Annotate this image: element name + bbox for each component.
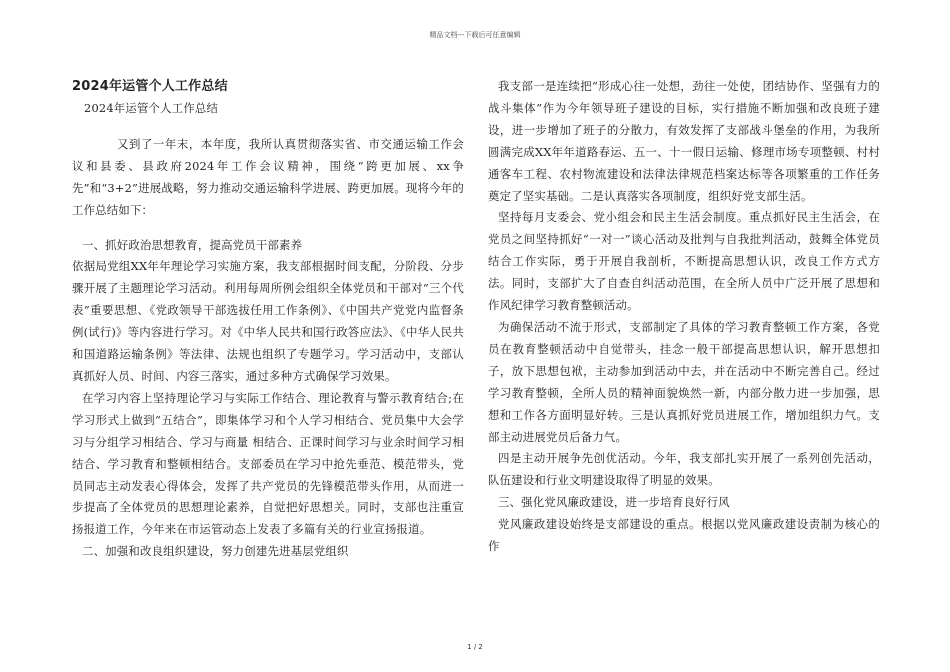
document-subtitle: 2024年运管个人工作总结 bbox=[84, 101, 219, 115]
section-2-paragraph-1: 我支部一是连续把“形成心往一处想，劲往一处使，团结协作、坚强有力的战斗集体”作为今年领导班子建设的目标，实行措施不断加强和改良班子建设，进一步增加了班子的分散力，有效发挥了支部战斗堡垒的作用，为我所圆满完成XX年年道路春运、五一、十一假日运输、修理市场专项整顿、村村通客车工程、农村物流建设和法律法律规范档案达标等各项繁重的工作任务奠定了坚实基础。二是认真落实各项制度，组织好党支部生活。 bbox=[488, 79, 880, 203]
right-column bbox=[488, 76, 880, 558]
header-note: 精品文档---下载后可任意编辑 bbox=[429, 31, 521, 39]
intro-paragraph: 又到了一年末，本年度，我所认真贯彻落实省、市交通运输工作会议和县委、县政府2024年工作会议精神，围绕“跨更加展、xx争先”和“3+2”进展战略，努力推动交通运输科学进展、跨更加展。现将今年的工作总结如下： bbox=[72, 136, 464, 217]
left-column bbox=[72, 76, 464, 563]
section-1-heading: 一、抓好政治思想教育，提高党员干部素养 bbox=[82, 237, 303, 252]
section-3-heading: 三、强化党风廉政建设，进一步培育良好行风 bbox=[498, 495, 730, 510]
section-1-paragraph-2: 在学习内容上坚持理论学习与实际工作结合、理论教育与警示教育结合;在学习形式上做到“五结合”，即集体学习和个人学习相结合、党员集中大会学习与分组学习相结合、学习与商量 相结合、正课时间学习与业余时间学习相结合、学习教育和整顿相结合。支部委员在学习中抢先垂范、模范带头，党员同志主动发表心得体会，发挥了共产党员的先锋模范带头作用，从而进一步提高了全体党员的思想理论素养，自觉把好思想关。同时，支部也注重宣扬报道工作，今年来在市运管动态上发表了多篇有关的行业宣扬报道。 bbox=[72, 390, 464, 537]
section-1-paragraph-1: 依据局党组XX年年理论学习实施方案，我支部根据时间支配，分阶段、分步骤开展了主题理论学习活动。利用每周所例会组织全体党员和干部对“三个代表”重要思想、《党政领导干部选拔任用工作条例》、《中国共产党党内监督条例(试行)》等内容进行学习。对《中华人民共和国行政答应法》、《中华人民共和国道路运输条例》等法律、法规也组织了专题学习。学习活动中，支部认真抓好人员、时间、内容三落实，通过多种方式确保学习效果。 bbox=[72, 259, 464, 383]
section-2-paragraph-3: 为确保活动不流于形式，支部制定了具体的学习教育整顿工作方案，各党员在教育整顿活动中自觉带头，挂念一般干部提高思想认识，解开思想扣子，放下思想包袱，主动参加到活动中去，并在活动中不断完善自己。经过学习教育整顿，全所人员的精神面貌焕然一新，内部分散力进一步加强，思想和工作各方面明显好转。三是认真抓好党员进展工作，增加组织力气。支部主动进展党员后备力气。 bbox=[488, 319, 880, 444]
section-3-paragraph-1: 党风廉政建设始终是支部建设的重点。根据以党风廉政建设责制为核心的作 bbox=[488, 517, 880, 554]
section-2-heading: 二、加强和改良组织建设，努力创建先进基层党组织 bbox=[82, 544, 349, 559]
section-2-paragraph-2: 坚持每月支委会、党小组会和民主生活会制度。重点抓好民主生活会，在党员之间坚持抓好“一对一”谈心活动及批判与自我批判活动，鼓舞全体党员结合工作实际，勇于开展自我剖析，不断提高思想认识，改良工作方式方法。同时，支部扩大了自查自纠活动范围，在全所人员中广泛开展了思想和作风纪律学习教育整顿活动。 bbox=[488, 210, 880, 313]
document-title: 2024年运管个人工作总结 bbox=[72, 79, 228, 94]
page-number: 1 / 2 bbox=[467, 643, 483, 651]
section-2-paragraph-4: 四是主动开展争先创优活动。今年，我支部扎实开展了一系列创先活动，队伍建设和行业文明建设取得了明显的效果。 bbox=[488, 451, 880, 488]
